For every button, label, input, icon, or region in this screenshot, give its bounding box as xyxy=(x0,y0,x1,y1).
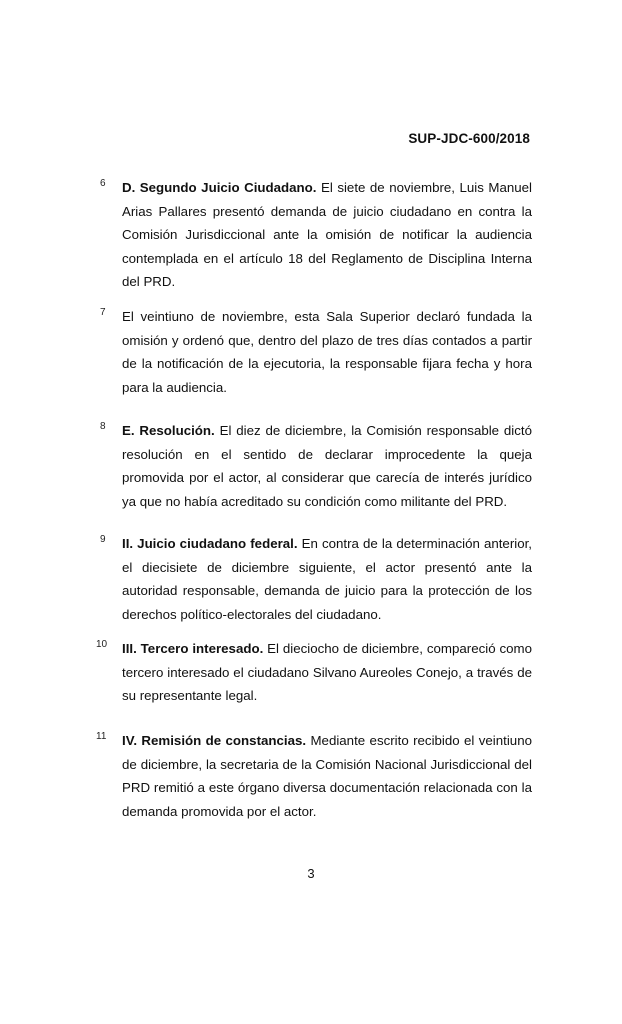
paragraph-body xyxy=(122,637,532,708)
paragraph-number: 8 xyxy=(100,421,106,432)
paragraph-text: El diez de diciembre, la Comisión responsable dictó resolución en el sentido de declarar improcedente la queja promovida por el actor, al considerar que carecía de interés jurídico ya que no había acreditado su condición como militante del PRD. xyxy=(122,423,532,509)
paragraph-heading: II. Juicio ciudadano federal. xyxy=(122,536,298,551)
paragraph-body xyxy=(122,305,532,399)
paragraph-body xyxy=(122,176,532,294)
paragraph-heading: IV. Remisión de constancias. xyxy=(122,733,307,748)
paragraph-text: El dieciocho de diciembre, compareció como tercero interesado el ciudadano Silvano Aureoles Conejo, a través de su representante legal. xyxy=(122,641,532,703)
paragraph-number: 6 xyxy=(100,178,106,189)
paragraph-body xyxy=(122,532,532,626)
paragraph-text: Mediante escrito recibido el veintiuno de diciembre, la secretaria de la Comisión Nacional Jurisdiccional del PRD remitió a este órgano diversa documentación relacionada con la demanda promovida por el actor. xyxy=(122,733,532,819)
page-number: 3 xyxy=(307,866,315,881)
paragraph-6 xyxy=(100,176,532,294)
paragraph-8 xyxy=(100,419,532,513)
paragraph-text: El veintiuno de noviembre, esta Sala Superior declaró fundada la omisión y ordenó que, dentro del plazo de tres días contados a partir de la notificación de la ejecutoria, la responsable fijara fecha y hora para la audiencia. xyxy=(122,309,532,395)
paragraph-11 xyxy=(96,729,532,823)
case-number-header: SUP-JDC-600/2018 xyxy=(408,131,530,146)
paragraph-10 xyxy=(96,637,532,708)
paragraph-heading: D. Segundo Juicio Ciudadano. xyxy=(122,180,317,195)
paragraph-heading: E. Resolución. xyxy=(122,423,215,438)
paragraph-body xyxy=(122,729,532,823)
paragraph-number: 11 xyxy=(96,731,107,742)
paragraph-number: 9 xyxy=(100,534,106,545)
paragraph-7 xyxy=(100,305,532,399)
paragraph-heading: III. Tercero interesado. xyxy=(122,641,264,656)
paragraph-number: 7 xyxy=(100,307,106,318)
paragraph-number: 10 xyxy=(96,639,108,650)
paragraph-body xyxy=(122,419,532,513)
paragraph-text: En contra de la determinación anterior, el diecisiete de diciembre siguiente, el actor presentó ante la autoridad responsable, demanda de juicio para la protección de los derechos político-electorales del ciudadano. xyxy=(122,536,532,622)
paragraph-9 xyxy=(100,532,532,626)
paragraph-text: El siete de noviembre, Luis Manuel Arias Pallares presentó demanda de juicio ciudadano en contra la Comisión Jurisdiccional ante la omisión de notificar la audiencia contemplada en el artículo 18 del Reglamento de Disciplina Interna del PRD. xyxy=(122,180,532,289)
